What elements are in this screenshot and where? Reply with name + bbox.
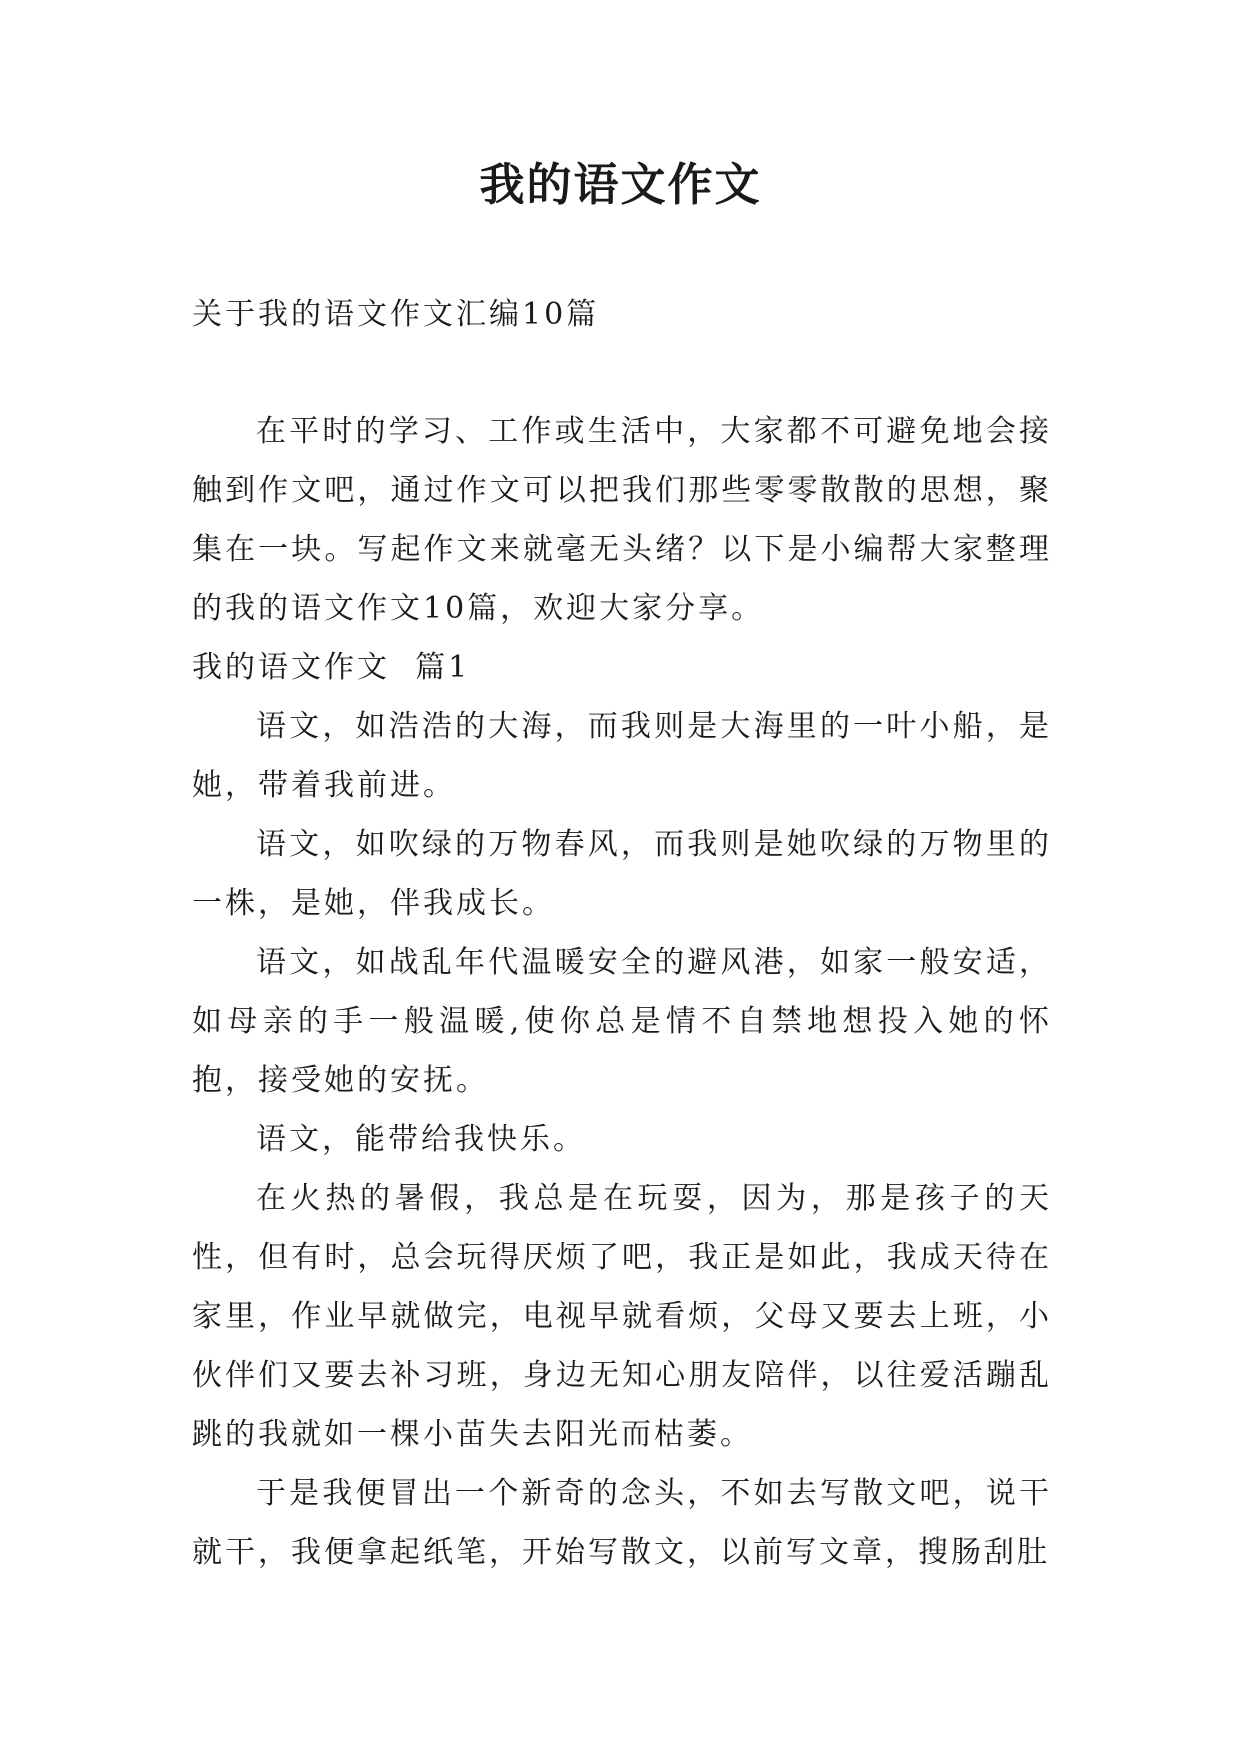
body-paragraph: 语文，如吹绿的万物春风，而我则是她吹绿的万物里的一株，是她，伴我成长。 [192,827,1052,921]
body-paragraph: 于是我便冒出一个新奇的念头，不如去写散文吧，说干就干，我便拿起纸笔，开始写散文，以前写文章，搜肠刮肚 [192,1476,1052,1570]
body-paragraph: 语文，能带给我快乐。 [256,1122,586,1157]
body-paragraph: 在火热的暑假，我总是在玩耍，因为，那是孩子的天性，但有时，总会玩得厌烦了吧，我正是如此，我成天待在家里，作业早就做完，电视早就看烦，父母又要去上班，小伙伴们又要去补习班，身边无知心朋友陪伴，以往爱活蹦乱跳的我就如一棵小苗失去阳光而枯萎。 [192,1181,1052,1452]
document-subtitle: 关于我的语文作文汇编10篇 [192,297,600,332]
intro-paragraph: 在平时的学习、工作或生活中，大家都不可避免地会接触到作文吧，通过作文可以把我们那些零零散散的思想，聚集在一块。写起作文来就毫无头绪？以下是小编帮大家整理的我的语文作文10篇，欢迎大家分享。 [192,414,1052,626]
page-title: 我的语文作文 [479,158,762,211]
document-body [192,285,1052,1582]
body-paragraph: 语文，如战乱年代温暖安全的避风港，如家一般安适，如母亲的手一般温暖,使你总是情不自禁地想投入她的怀抱，接受她的安抚。 [192,945,1052,1098]
body-paragraph: 语文，如浩浩的大海，而我则是大海里的一叶小船，是她，带着我前进。 [192,709,1052,803]
section-heading: 我的语文作文 篇1 [192,650,471,685]
